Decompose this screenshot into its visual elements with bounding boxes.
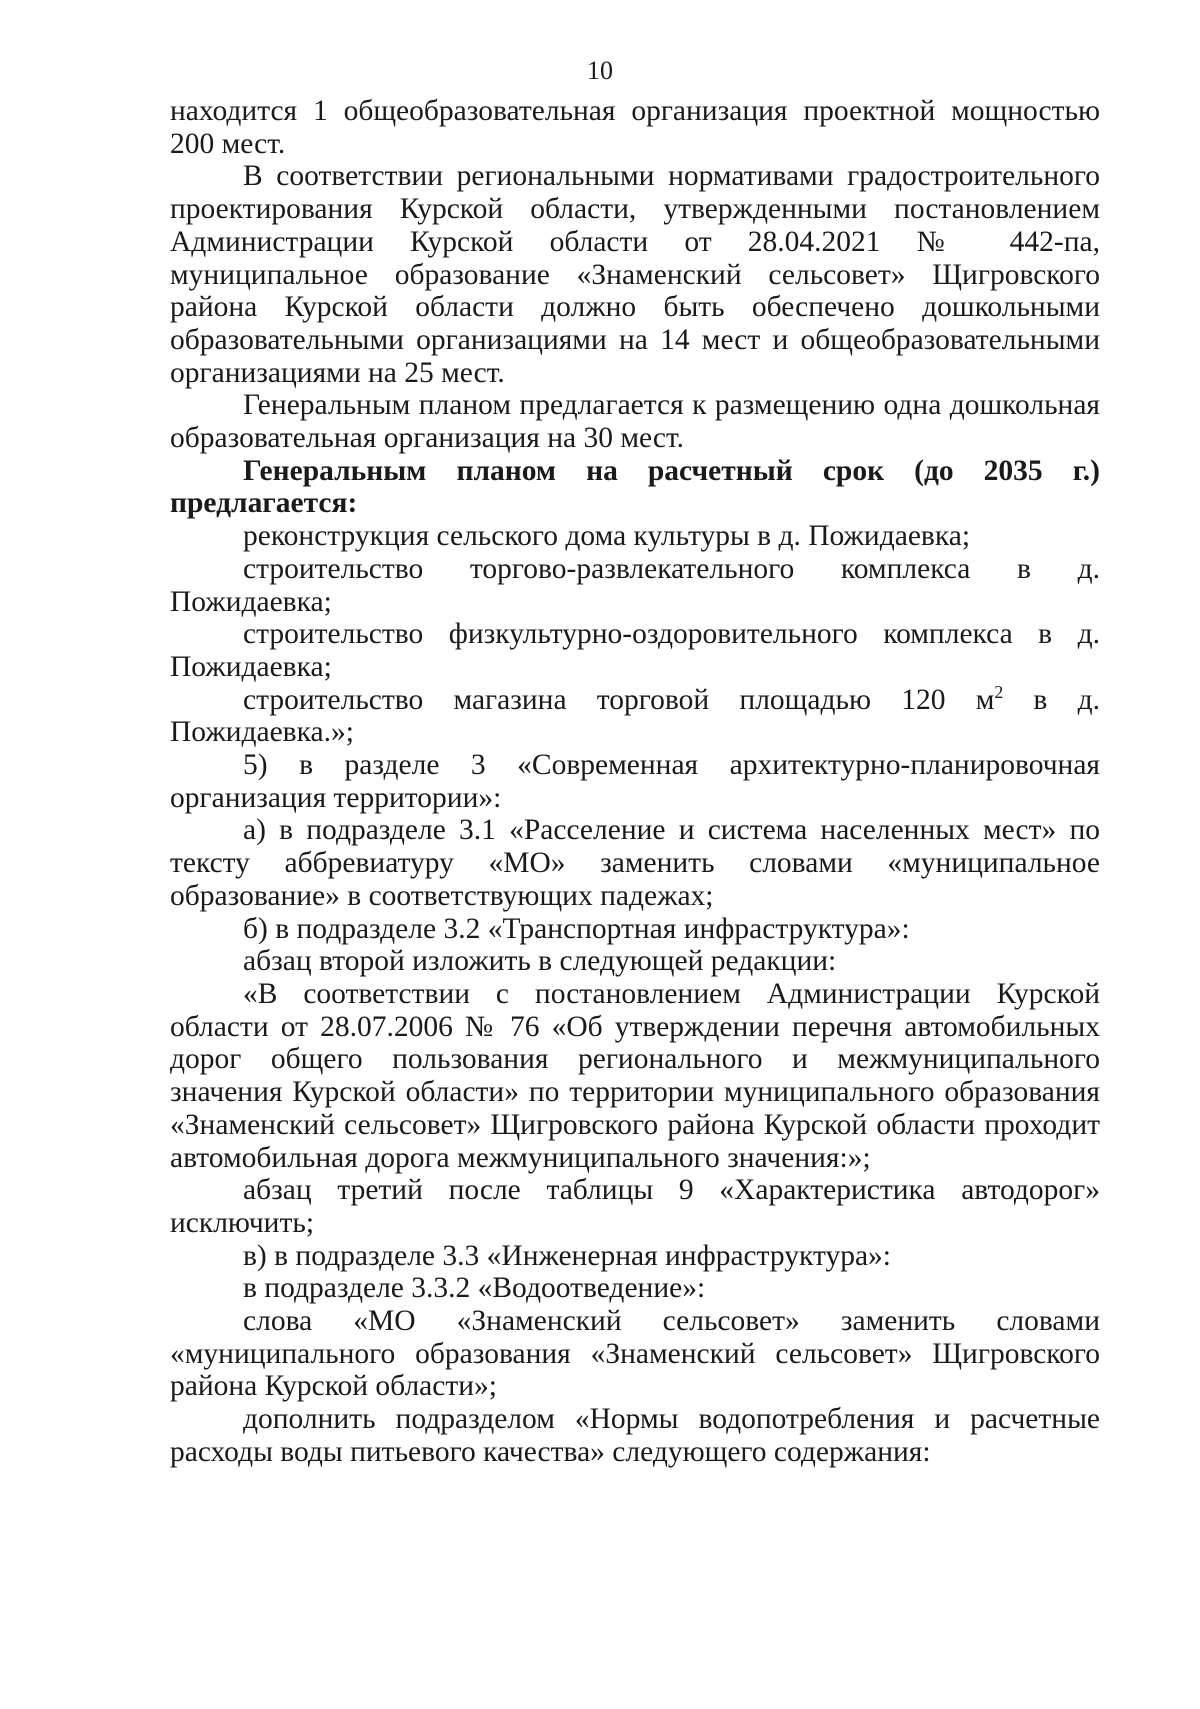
paragraph-plan-heading: Генеральным планом на расчетный срок (до 2035 г.) предлагается: bbox=[170, 454, 1100, 520]
paragraph-subsection-3-2: б) в подразделе 3.2 «Транспортная инфраструктура»: bbox=[243, 912, 910, 945]
list-item-entertainment-complex: строительство торгово-развлекательного комплекса в д. Пожидаевка; bbox=[170, 552, 1100, 618]
paragraph-third-abzac: абзац третий после таблицы 9 «Характеристика автодорог» исключить; bbox=[170, 1174, 1100, 1239]
paragraph-subsection-3-1: а) в подразделе 3.1 «Расселение и система населенных мест» по тексту аббревиатуру «МО» заменить словами «муниципальное образование» в соответствующих падежах; bbox=[170, 814, 1100, 912]
paragraph-regional-norms: В соответствии региональными нормативами градостроительного проектирования Курской области, утвержденными постановлением Администрации Курской области от 28.04.2021 № 442-па, муниципальное образование «Знаменский сельсовет» Щигровского района Курской области должно быть обеспечено дошкольными образовательными организациями на 14 мест и общеобразовательными организациями на 25 мест. bbox=[170, 160, 1100, 389]
superscript-squared: 2 bbox=[994, 681, 1004, 702]
store-text-end: в д. Пожидаевка.»; bbox=[170, 683, 1100, 749]
paragraph-quoted-resolution: «В соответствии с постановлением Администрации Курской области от 28.07.2006 № 76 «Об утверждении перечня автомобильных дорог общего пользования регионального и межмуниципального значения Курской области» по территории муниципального образования «Знаменский сельсовет» Щигровского района Курской области проходит автомобильная дорога межмуниципального значения:»; bbox=[170, 977, 1100, 1174]
list-item-store bbox=[170, 681, 1100, 749]
store-text: строительство магазина торговой площадью 120 м bbox=[243, 683, 995, 716]
paragraph-add-subsection: дополнить подразделом «Нормы водопотребления и расчетные расходы воды питьевого качества» следующего содержания: bbox=[170, 1403, 1100, 1468]
page-number: 10 bbox=[587, 56, 613, 85]
paragraph-subsection-3-3: в) в подразделе 3.3 «Инженерная инфраструктура»: bbox=[243, 1239, 891, 1272]
paragraph-continuation: находится 1 общеобразовательная организация проектной мощностью 200 мест. bbox=[170, 95, 1100, 160]
document-body bbox=[170, 95, 1100, 1469]
paragraph-replace-words: слова «МО «Знаменский сельсовет» заменить словами «муниципального образования «Знаменский сельсовет» Щигровского района Курской области»; bbox=[170, 1305, 1100, 1403]
paragraph-second-abzac: абзац второй изложить в следующей редакции: bbox=[243, 945, 837, 978]
paragraph-section-3: 5) в разделе 3 «Современная архитектурно-планировочная организация территории»: bbox=[170, 749, 1100, 814]
paragraph-preschool-proposal: Генеральным планом предлагается к размещению одна дошкольная образовательная организация на 30 мест. bbox=[170, 389, 1100, 455]
list-item-culture-house: реконструкция сельского дома культуры в д. Пожидаевка; bbox=[243, 520, 971, 553]
list-item-sports-complex: строительство физкультурно-оздоровительного комплекса в д. Пожидаевка; bbox=[170, 618, 1100, 683]
paragraph-subsection-3-3-2: в подразделе 3.3.2 «Водоотведение»: bbox=[243, 1272, 706, 1305]
